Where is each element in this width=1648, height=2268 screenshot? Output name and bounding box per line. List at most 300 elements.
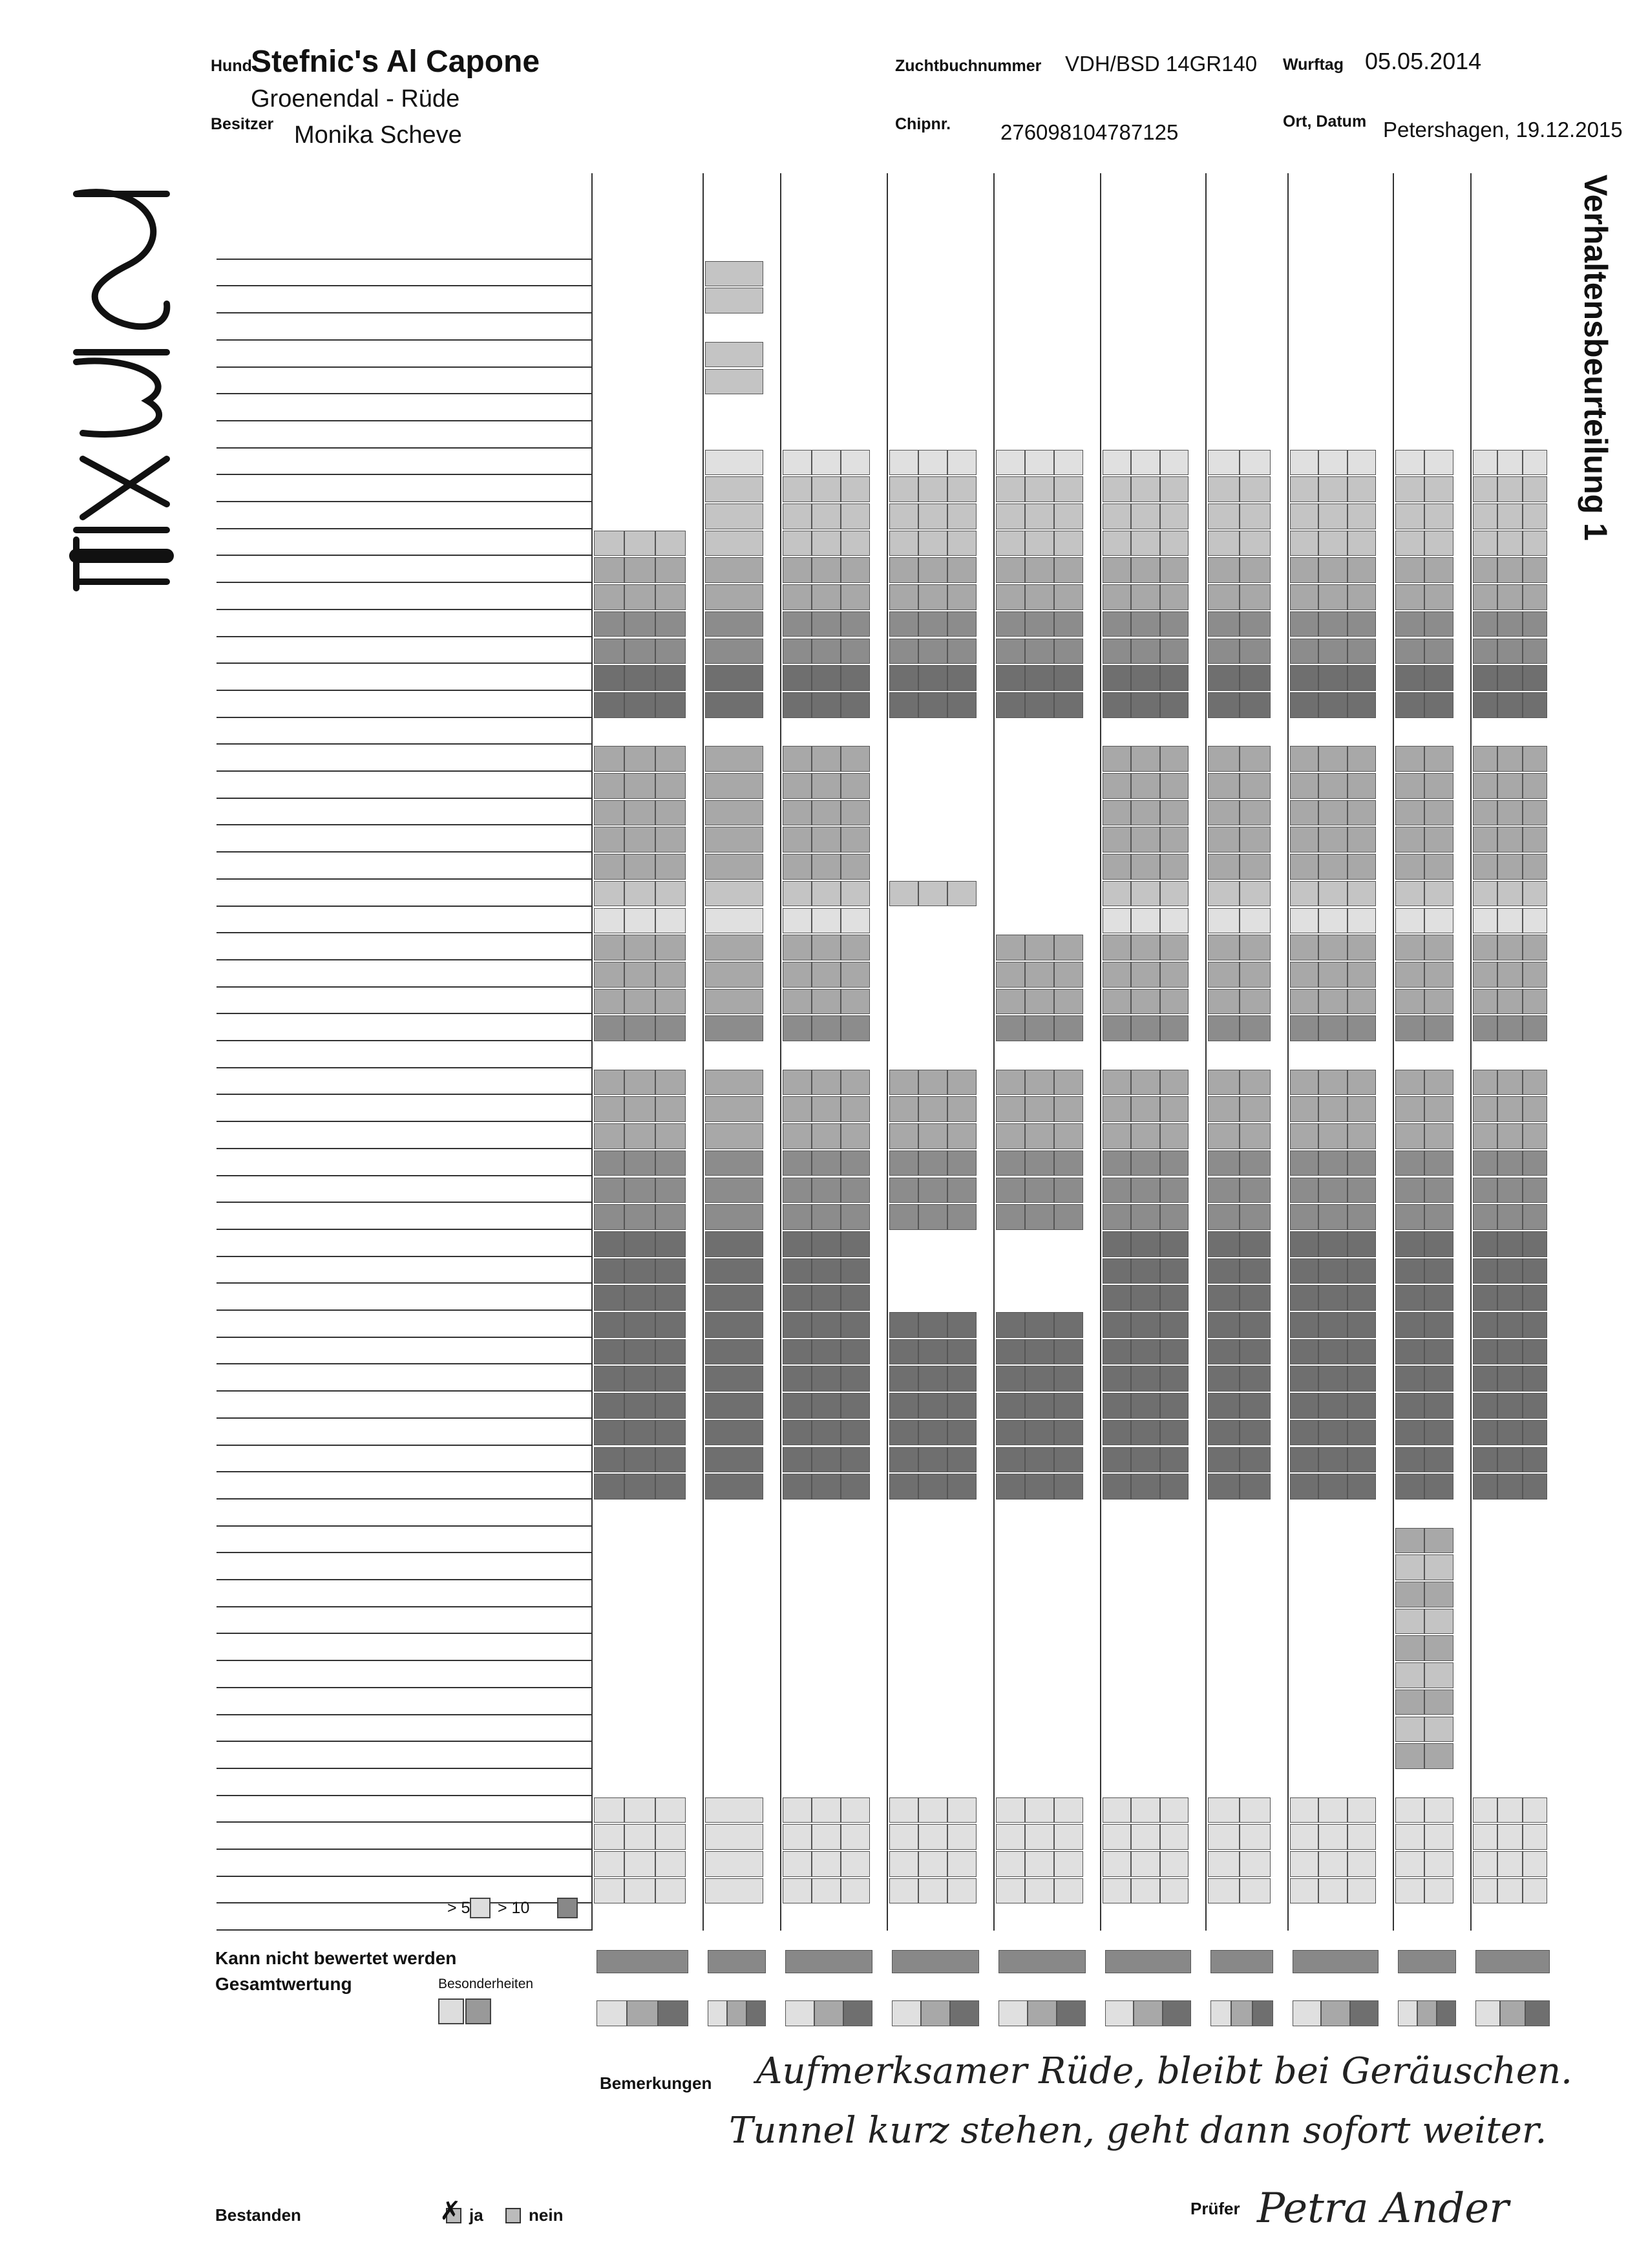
- grid-cell: [889, 1204, 918, 1230]
- grid-cell: [1424, 1285, 1453, 1311]
- grid-cell: [705, 639, 763, 664]
- grid-cell: [1318, 1797, 1347, 1823]
- grid-cell: [1025, 1878, 1054, 1904]
- grid-cell: [1347, 1393, 1376, 1419]
- grid-cell: [594, 1015, 624, 1041]
- grid-cell: [655, 962, 686, 988]
- grid-cell: [594, 962, 624, 988]
- kann-nicht-box: [1293, 1950, 1379, 1973]
- grid-cell: [1208, 476, 1240, 502]
- grid-cell: [1103, 1393, 1131, 1419]
- grid-cell: [1103, 854, 1131, 880]
- grid-cell: [705, 854, 763, 880]
- grid-cell: [1025, 1123, 1054, 1149]
- grid-cell: [655, 1015, 686, 1041]
- grid-cell: [1473, 962, 1497, 988]
- grid-cell: [1290, 881, 1318, 907]
- grid-cell: [1395, 746, 1424, 772]
- grid-cell: [1473, 584, 1497, 610]
- grid-cell: [1523, 639, 1547, 664]
- grid-cell: [889, 557, 918, 583]
- grid-cell: [594, 800, 624, 826]
- row-rule: [217, 1929, 591, 1931]
- grid-cell: [1290, 1447, 1318, 1473]
- grid-cell: [996, 1474, 1025, 1500]
- grid-cell: [996, 1366, 1025, 1392]
- grid-cell: [1025, 935, 1054, 960]
- grid-cell: [1103, 1339, 1131, 1365]
- grid-cell: [1318, 773, 1347, 799]
- grid-cell: [1318, 1070, 1347, 1096]
- grid-cell: [1473, 1797, 1497, 1823]
- grid-cell: [918, 1150, 947, 1176]
- grid-cell: [594, 1393, 624, 1419]
- grid-cell: [1290, 1420, 1318, 1446]
- grid-cell: [1497, 557, 1522, 583]
- grid-cell: [1347, 1447, 1376, 1473]
- grid-cell: [996, 557, 1025, 583]
- grid-cell: [1497, 773, 1522, 799]
- grid-cell: [1025, 1204, 1054, 1230]
- grid-cell: [947, 1393, 977, 1419]
- grid-cell: [1395, 1123, 1424, 1149]
- grid-cell: [1424, 1096, 1453, 1122]
- kann-nicht-box: [998, 1950, 1086, 1973]
- grid-cell: [624, 1123, 655, 1149]
- grid-cell: [1523, 1824, 1547, 1850]
- grid-cell: [1347, 881, 1376, 907]
- grid-cell: [1395, 1528, 1424, 1554]
- grid-cell: [1473, 908, 1497, 934]
- grid-cell: [889, 1150, 918, 1176]
- bewertung-gt5-label: > 5: [447, 1899, 470, 1917]
- grid-cell: [1424, 1474, 1453, 1500]
- grid-cell: [1424, 476, 1453, 502]
- grid-cell: [1318, 1204, 1347, 1230]
- kann-nicht-box: [785, 1950, 872, 1973]
- grid-cell: [1290, 1285, 1318, 1311]
- row-rule: [217, 1121, 591, 1122]
- grid-cell: [1347, 800, 1376, 826]
- grid-cell: [1160, 1123, 1188, 1149]
- gesamt-box: [843, 2000, 872, 2026]
- grid-cell: [1497, 1204, 1522, 1230]
- grid-cell: [594, 584, 624, 610]
- grid-cell: [1497, 476, 1522, 502]
- grid-cell: [1395, 1339, 1424, 1365]
- grid-cell: [1497, 1150, 1522, 1176]
- grid-cell: [1025, 450, 1054, 476]
- grid-cell: [1497, 935, 1522, 960]
- grid-cell: [1240, 1474, 1271, 1500]
- gesamt-box: [1293, 2000, 1321, 2026]
- grid-cell: [1395, 908, 1424, 934]
- grid-cell: [705, 881, 763, 907]
- grid-cell: [705, 1420, 763, 1446]
- grid-cell: [1497, 854, 1522, 880]
- row-rule: [217, 1741, 591, 1742]
- grid-cell: [1160, 1231, 1188, 1257]
- grid-cell: [1160, 1096, 1188, 1122]
- grid-cell: [1424, 1662, 1453, 1688]
- grid-cell: [947, 1070, 977, 1096]
- grid-cell: [1473, 1474, 1497, 1500]
- grid-cell: [1240, 827, 1271, 853]
- gesamt-box: [1350, 2000, 1379, 2026]
- row-rule: [217, 1094, 591, 1095]
- grid-cell: [1290, 1339, 1318, 1365]
- row-rule: [217, 393, 591, 394]
- grid-cell: [1395, 557, 1424, 583]
- grid-cell: [1473, 476, 1497, 502]
- grid-cell: [1395, 1312, 1424, 1338]
- grid-cell: [1318, 881, 1347, 907]
- grid-cell: [1395, 1096, 1424, 1122]
- grid-cell: [655, 692, 686, 718]
- grid-cell: [996, 1070, 1025, 1096]
- grid-cell: [1424, 1824, 1453, 1850]
- gesamt-box: [1163, 2000, 1191, 2026]
- grid-cell: [1131, 1366, 1159, 1392]
- grid-cell: [947, 1178, 977, 1203]
- grid-cell: [1497, 989, 1522, 1015]
- grid-cell: [812, 1420, 841, 1446]
- grid-cell: [996, 503, 1025, 529]
- grid-cell: [996, 611, 1025, 637]
- kann-nicht-box: [708, 1950, 766, 1973]
- grid-cell: [1395, 639, 1424, 664]
- grid-cell: [1523, 1393, 1547, 1419]
- grid-cell: [624, 1824, 655, 1850]
- grid-cell: [1240, 1851, 1271, 1877]
- grid-cell: [996, 1339, 1025, 1365]
- grid-cell: [1103, 450, 1131, 476]
- grid-cell: [1424, 881, 1453, 907]
- grid-cell: [1131, 1070, 1159, 1096]
- grid-cell: [1131, 476, 1159, 502]
- grid-cell: [1347, 1420, 1376, 1446]
- kann-nicht-label: Kann nicht bewertet werden: [215, 1948, 457, 1968]
- grid-cell: [996, 962, 1025, 988]
- grid-cell: [1131, 503, 1159, 529]
- grid-cell: [705, 261, 763, 287]
- grid-cell: [783, 881, 812, 907]
- grid-cell: [1025, 1015, 1054, 1041]
- grid-cell: [655, 611, 686, 637]
- grid-cell: [1208, 1204, 1240, 1230]
- grid-cell: [1240, 1447, 1271, 1473]
- grid-cell: [1318, 1150, 1347, 1176]
- grid-cell: [1473, 1285, 1497, 1311]
- grid-cell: [1424, 503, 1453, 529]
- row-rule: [217, 1606, 591, 1607]
- grid-cell: [624, 935, 655, 960]
- owner-name: Monika Scheve: [294, 122, 462, 149]
- grid-cell: [1103, 503, 1131, 529]
- grid-cell: [1103, 1096, 1131, 1122]
- grid-cell: [655, 1285, 686, 1311]
- grid-cell: [947, 1339, 977, 1365]
- grid-cell: [1395, 1178, 1424, 1203]
- grid-cell: [1523, 1178, 1547, 1203]
- grid-cell: [1290, 1824, 1318, 1850]
- grid-cell: [889, 1824, 918, 1850]
- grid-cell: [1497, 962, 1522, 988]
- grid-cell: [1054, 1178, 1083, 1203]
- ort-label: Ort, Datum: [1283, 112, 1367, 131]
- grid-cell: [624, 1393, 655, 1419]
- grid-cell: [1131, 1204, 1159, 1230]
- grid-cell: [918, 1123, 947, 1149]
- row-rule: [217, 1148, 591, 1149]
- grid-cell: [1208, 881, 1240, 907]
- grid-cell: [1208, 1312, 1240, 1338]
- grid-cell: [1523, 503, 1547, 529]
- nein-checkbox[interactable]: [505, 2208, 521, 2223]
- grid-cell: [705, 773, 763, 799]
- grid-cell: [841, 1070, 870, 1096]
- grid-cell: [1318, 1851, 1347, 1877]
- grid-cell: [1160, 1420, 1188, 1446]
- grid-cell: [705, 1824, 763, 1850]
- grid-cell: [812, 935, 841, 960]
- grid-cell: [947, 1851, 977, 1877]
- grid-cell: [1240, 1015, 1271, 1041]
- grid-cell: [1424, 1150, 1453, 1176]
- grid-cell: [1240, 1070, 1271, 1096]
- grid-cell: [1523, 692, 1547, 718]
- grid-cell: [1523, 854, 1547, 880]
- grid-cell: [1208, 1096, 1240, 1122]
- grid-cell: [1208, 773, 1240, 799]
- grid-cell: [1103, 531, 1131, 556]
- grid-cell: [594, 746, 624, 772]
- grid-cell: [1473, 1150, 1497, 1176]
- grid-cell: [594, 1474, 624, 1500]
- gesamt-box: [597, 2000, 627, 2026]
- grid-cell: [1103, 1150, 1131, 1176]
- grid-cell: [1473, 1312, 1497, 1338]
- grid-cell: [624, 908, 655, 934]
- grid-cell: [705, 1123, 763, 1149]
- row-rule: [217, 1013, 591, 1014]
- grid-cell: [1160, 854, 1188, 880]
- grid-cell: [1424, 827, 1453, 853]
- grid-cell: [1395, 1717, 1424, 1743]
- grid-cell: [1131, 1178, 1159, 1203]
- grid-cell: [783, 1285, 812, 1311]
- grid-cell: [594, 611, 624, 637]
- grid-cell: [996, 665, 1025, 691]
- row-rule: [217, 1821, 591, 1823]
- grid-cell: [783, 1824, 812, 1850]
- grid-cell: [1103, 1312, 1131, 1338]
- grid-cell: [1347, 962, 1376, 988]
- grid-cell: [1523, 1474, 1547, 1500]
- grid-cell: [1131, 989, 1159, 1015]
- grid-cell: [1424, 1878, 1453, 1904]
- grid-cell: [1208, 1150, 1240, 1176]
- grid-cell: [889, 692, 918, 718]
- grid-cell: [624, 557, 655, 583]
- grid-cell: [783, 1393, 812, 1419]
- grid-cell: [1290, 1015, 1318, 1041]
- gesamt-box: [921, 2000, 950, 2026]
- gesamt-box: [1252, 2000, 1273, 2026]
- row-rule: [217, 1876, 591, 1877]
- grid-cell: [594, 1797, 624, 1823]
- row-rule: [217, 1660, 591, 1661]
- grid-cell: [1240, 665, 1271, 691]
- grid-cell: [812, 1366, 841, 1392]
- grid-cell: [1290, 1393, 1318, 1419]
- grid-cell: [1025, 962, 1054, 988]
- grid-cell: [1240, 1178, 1271, 1203]
- grid-cell: [812, 1204, 841, 1230]
- grid-cell: [624, 1285, 655, 1311]
- grid-cell: [1160, 746, 1188, 772]
- grid-cell: [947, 1878, 977, 1904]
- grid-cell: [655, 773, 686, 799]
- grid-cell: [624, 1312, 655, 1338]
- grid-cell: [655, 1797, 686, 1823]
- grid-cell: [1424, 773, 1453, 799]
- grid-cell: [1208, 557, 1240, 583]
- gesamtwertung-label: Gesamtwertung: [215, 1974, 352, 1994]
- grid-cell: [889, 1070, 918, 1096]
- grid-cell: [1395, 584, 1424, 610]
- row-rule: [217, 1498, 591, 1500]
- grid-cell: [1497, 800, 1522, 826]
- grid-cell: [1160, 692, 1188, 718]
- grid-cell: [1103, 611, 1131, 637]
- grid-cell: [1025, 1824, 1054, 1850]
- row-rule: [217, 986, 591, 988]
- grid-cell: [1103, 1474, 1131, 1500]
- grid-cell: [1160, 935, 1188, 960]
- grid-cell: [812, 989, 841, 1015]
- grid-cell: [918, 1878, 947, 1904]
- grid-cell: [841, 611, 870, 637]
- grid-cell: [594, 1312, 624, 1338]
- grid-cell: [841, 1851, 870, 1877]
- grid-cell: [1160, 1339, 1188, 1365]
- row-rule: [217, 609, 591, 610]
- grid-cell: [705, 827, 763, 853]
- grid-cell: [1290, 692, 1318, 718]
- grid-cell: [1395, 1582, 1424, 1607]
- grid-cell: [1523, 746, 1547, 772]
- grid-cell: [594, 1231, 624, 1257]
- grid-cell: [1395, 1015, 1424, 1041]
- grid-cell: [1240, 800, 1271, 826]
- row-rule: [217, 420, 591, 421]
- grid-cell: [1318, 827, 1347, 853]
- grid-cell: [1208, 962, 1240, 988]
- grid-cell: [1424, 1366, 1453, 1392]
- grid-cell: [1395, 1743, 1424, 1769]
- grid-cell: [1395, 1609, 1424, 1635]
- pruefer-signature: Petra Ander: [1257, 2185, 1509, 2232]
- grid-cell: [1473, 1178, 1497, 1203]
- grid-cell: [624, 1070, 655, 1096]
- grid-cell: [1131, 962, 1159, 988]
- grid-cell: [1160, 773, 1188, 799]
- grid-cell: [1103, 557, 1131, 583]
- grid-cell: [812, 1285, 841, 1311]
- grid-cell: [947, 1150, 977, 1176]
- grid-cell: [1160, 531, 1188, 556]
- grid-cell: [996, 476, 1025, 502]
- grid-cell: [889, 881, 918, 907]
- grid-cell: [812, 1312, 841, 1338]
- grid-cell: [812, 1258, 841, 1284]
- grid-cell: [783, 935, 812, 960]
- grid-cell: [705, 1393, 763, 1419]
- grid-cell: [1025, 476, 1054, 502]
- grid-cell: [655, 989, 686, 1015]
- grid-cell: [841, 800, 870, 826]
- row-rule: [217, 366, 591, 368]
- grid-cell: [1290, 1178, 1318, 1203]
- grid-cell: [841, 1123, 870, 1149]
- grid-cell: [918, 1447, 947, 1473]
- grid-cell: [889, 1393, 918, 1419]
- grid-cell: [889, 584, 918, 610]
- grid-cell: [594, 1339, 624, 1365]
- grid-cell: [947, 503, 977, 529]
- grid-cell: [1318, 1312, 1347, 1338]
- grid-cell: [1424, 1339, 1453, 1365]
- grid-cell: [841, 1339, 870, 1365]
- grid-cell: [1290, 476, 1318, 502]
- grid-cell: [783, 1178, 812, 1203]
- grid-cell: [812, 1339, 841, 1365]
- grid-cell: [655, 1393, 686, 1419]
- grid-cell: [1473, 1824, 1497, 1850]
- grid-cell: [947, 665, 977, 691]
- grid-cell: [1054, 531, 1083, 556]
- grid-cell: [1523, 557, 1547, 583]
- grid-cell: [1160, 503, 1188, 529]
- grid-cell: [655, 1447, 686, 1473]
- grid-cell: [1131, 584, 1159, 610]
- grid-cell: [1290, 935, 1318, 960]
- grid-cell: [1395, 1070, 1424, 1096]
- grid-cell: [655, 1878, 686, 1904]
- grid-cell: [783, 450, 812, 476]
- grid-cell: [812, 639, 841, 664]
- grid-cell: [918, 1797, 947, 1823]
- grid-cell: [783, 908, 812, 934]
- grid-cell: [783, 746, 812, 772]
- grid-cell: [705, 1150, 763, 1176]
- row-rule: [217, 259, 591, 260]
- row-rule: [217, 636, 591, 637]
- besonderheiten-small-label: Besonderheiten: [438, 1977, 534, 1991]
- grid-cell: [1395, 854, 1424, 880]
- row-rule: [217, 528, 591, 529]
- wurftag-value: 05.05.2014: [1365, 48, 1482, 74]
- grid-cell: [841, 1150, 870, 1176]
- grid-cell: [1473, 557, 1497, 583]
- row-rule: [217, 1390, 591, 1392]
- grid-cell: [841, 1285, 870, 1311]
- grid-cell: [1131, 1420, 1159, 1446]
- grid-cell: [594, 1851, 624, 1877]
- grid-cell: [841, 665, 870, 691]
- grid-cell: [1395, 503, 1424, 529]
